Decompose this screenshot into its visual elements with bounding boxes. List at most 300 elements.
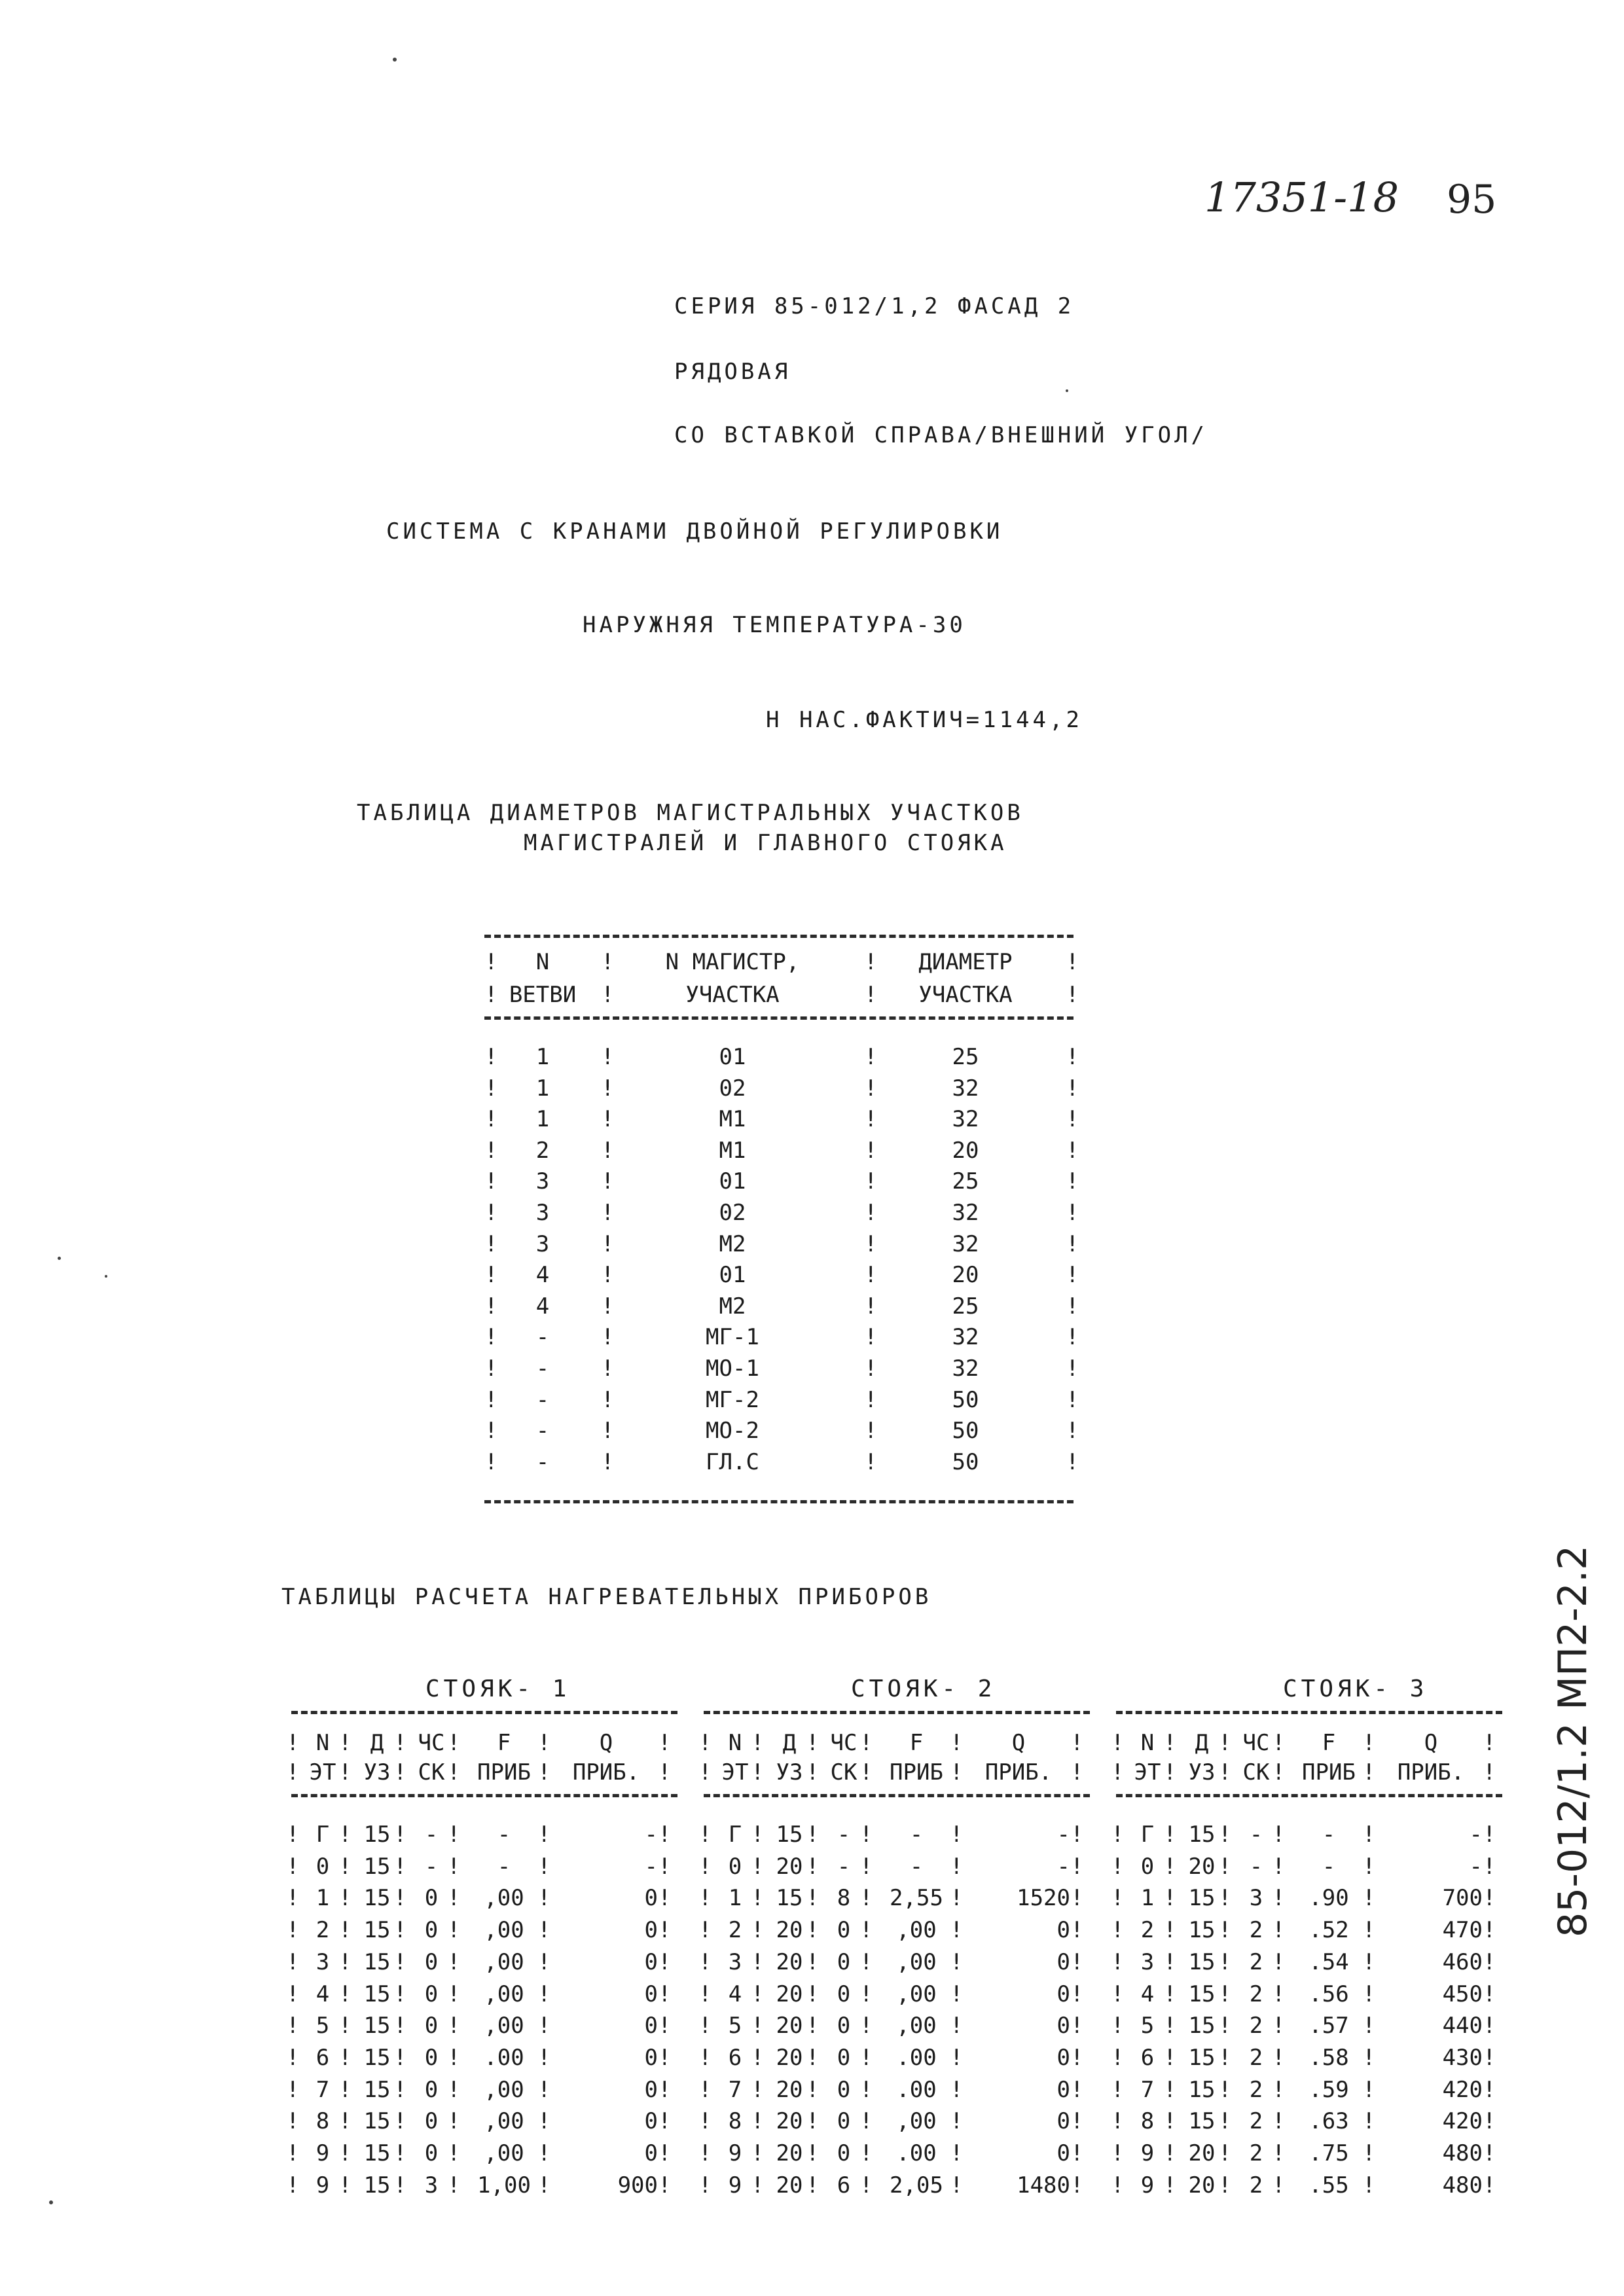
heater-header-line2: ПРИБ bbox=[477, 1759, 531, 1785]
column-separator: ! bbox=[537, 1981, 551, 2007]
heater-cell: 0 bbox=[837, 2044, 851, 2071]
column-separator: ! bbox=[658, 1730, 672, 1756]
column-separator: ! bbox=[864, 1448, 878, 1475]
diam-cell: 4 bbox=[535, 1262, 550, 1289]
heater-cell: ,00 bbox=[896, 1981, 937, 2007]
column-separator: ! bbox=[950, 2172, 964, 2198]
column-separator: ! bbox=[1111, 1759, 1125, 1785]
column-separator: ! bbox=[537, 2140, 551, 2166]
heater-cell: 2 bbox=[1249, 2076, 1263, 2103]
column-separator: ! bbox=[1111, 2140, 1125, 2166]
diam-cell: 50 bbox=[952, 1448, 979, 1475]
column-separator: ! bbox=[484, 1448, 498, 1475]
diam-cell: 2 bbox=[535, 1137, 550, 1164]
column-separator: ! bbox=[393, 2044, 407, 2071]
heater-cell: 2 bbox=[1249, 2108, 1263, 2135]
column-separator: ! bbox=[950, 1821, 964, 1848]
column-separator: ! bbox=[1163, 2108, 1177, 2135]
heater-header-line1: N bbox=[1140, 1730, 1155, 1756]
heater-header-line2: ПРИБ. bbox=[572, 1759, 640, 1785]
column-separator: ! bbox=[950, 1981, 964, 2007]
column-separator: ! bbox=[1272, 1885, 1286, 1912]
column-separator: ! bbox=[1218, 2108, 1232, 2135]
column-separator: ! bbox=[751, 1821, 765, 1848]
heater-cell: .00 bbox=[896, 2044, 937, 2071]
heater-cell: .57 bbox=[1308, 2013, 1349, 2039]
column-separator: ! bbox=[806, 1981, 820, 2007]
heater-cell: .55 bbox=[1308, 2172, 1349, 2198]
column-separator: ! bbox=[1218, 2140, 1232, 2166]
column-separator: ! bbox=[338, 1948, 352, 1975]
column-separator: ! bbox=[1111, 2172, 1125, 2198]
column-separator: ! bbox=[1070, 1981, 1084, 2007]
column-separator: ! bbox=[1272, 1981, 1286, 2007]
heater-cell: 0 bbox=[837, 2108, 851, 2135]
heater-cell: .75 bbox=[1308, 2140, 1349, 2166]
heater-header-line2: СК bbox=[830, 1759, 857, 1785]
column-separator: ! bbox=[484, 1168, 498, 1195]
heater-cell: 0 bbox=[424, 1948, 439, 1975]
heater-header-line2: ЭТ bbox=[1134, 1759, 1161, 1785]
column-separator: ! bbox=[286, 1981, 300, 2007]
heater-cell: 0 bbox=[837, 1917, 851, 1944]
column-separator: ! bbox=[751, 1853, 765, 1880]
heater-cell: 0 bbox=[1056, 2076, 1070, 2103]
heater-cell: 20 bbox=[776, 2172, 803, 2198]
heater-cell: 420 bbox=[1442, 2076, 1483, 2103]
system-line: СИСТЕМА С КРАНАМИ ДВОЙНОЙ РЕГУЛИРОВКИ bbox=[386, 518, 1003, 545]
heater-cell: 7 bbox=[316, 2076, 330, 2103]
heater-cell: 20 bbox=[776, 1981, 803, 2007]
column-separator: ! bbox=[537, 1885, 551, 1912]
column-separator: ! bbox=[1066, 1106, 1079, 1133]
diam-cell: 25 bbox=[952, 1044, 979, 1070]
heater-cell: ,00 bbox=[896, 1948, 937, 1975]
column-separator: ! bbox=[864, 1386, 878, 1413]
column-separator: ! bbox=[1163, 1885, 1177, 1912]
column-separator: ! bbox=[1066, 1386, 1079, 1413]
heater-cell: 15 bbox=[1188, 1948, 1216, 1975]
diam-cell: 32 bbox=[952, 1355, 979, 1382]
column-separator: ! bbox=[864, 1200, 878, 1226]
heater-cell: 0 bbox=[837, 2076, 851, 2103]
heater-cell: 0 bbox=[644, 2108, 658, 2135]
column-separator: ! bbox=[447, 1948, 461, 1975]
column-separator: ! bbox=[1218, 1885, 1232, 1912]
column-separator: ! bbox=[751, 1948, 765, 1975]
column-separator: ! bbox=[1163, 1821, 1177, 1848]
column-separator: ! bbox=[1218, 1981, 1232, 2007]
heater-cell: 20 bbox=[776, 1948, 803, 1975]
column-separator: ! bbox=[1483, 1885, 1496, 1912]
column-separator: ! bbox=[601, 1355, 615, 1382]
column-separator: ! bbox=[751, 2044, 765, 2071]
heater-cell: 470 bbox=[1442, 1917, 1483, 1944]
heater-cell: 0 bbox=[424, 2140, 439, 2166]
column-separator: ! bbox=[484, 982, 498, 1008]
heater-header-line2: СК bbox=[1242, 1759, 1270, 1785]
diam-cell: 1 bbox=[535, 1075, 550, 1102]
heater-cell: 15 bbox=[363, 2013, 391, 2039]
heater-cell: 440 bbox=[1442, 2013, 1483, 2039]
column-separator: ! bbox=[859, 1853, 873, 1880]
column-separator: ! bbox=[806, 2140, 820, 2166]
heater-cell: 0 bbox=[1056, 2108, 1070, 2135]
heater-cell: Г bbox=[1140, 1821, 1155, 1848]
table-rule bbox=[484, 1016, 1074, 1020]
column-separator: ! bbox=[601, 949, 615, 975]
column-separator: ! bbox=[447, 1821, 461, 1848]
column-separator: ! bbox=[1070, 2140, 1084, 2166]
column-separator: ! bbox=[859, 2108, 873, 2135]
diam-cell: 25 bbox=[952, 1168, 979, 1195]
heater-cell: 4 bbox=[316, 1981, 330, 2007]
table-rule bbox=[1116, 1794, 1502, 1797]
column-separator: ! bbox=[1066, 1448, 1079, 1475]
heater-cell: 2,05 bbox=[890, 2172, 943, 2198]
heater-cell: 1 bbox=[1140, 1885, 1155, 1912]
diam-cell: 01 bbox=[719, 1168, 746, 1195]
column-separator: ! bbox=[1066, 1293, 1079, 1319]
heater-cell: 7 bbox=[728, 2076, 742, 2103]
diam-cell: 02 bbox=[719, 1075, 746, 1102]
column-separator: ! bbox=[1070, 1948, 1084, 1975]
heater-cell: 7 bbox=[1140, 2076, 1155, 2103]
heater-cell: 15 bbox=[363, 2172, 391, 2198]
column-separator: ! bbox=[859, 1948, 873, 1975]
series-line: СЕРИЯ 85-012/1,2 ФАСАД 2 bbox=[674, 293, 1075, 319]
stoyak-title: СТОЯК- 2 bbox=[851, 1676, 996, 1702]
diam-cell: 32 bbox=[952, 1200, 979, 1226]
column-separator: ! bbox=[698, 1981, 712, 2007]
heater-cell: 8 bbox=[728, 2108, 742, 2135]
column-separator: ! bbox=[859, 1730, 873, 1756]
heater-cell: 0 bbox=[424, 1981, 439, 2007]
heater-cell: 2 bbox=[1249, 1917, 1263, 1944]
diam-header-line2: ВЕТВИ bbox=[509, 982, 577, 1008]
page-number: 95 bbox=[1447, 177, 1497, 223]
column-separator: ! bbox=[447, 2140, 461, 2166]
heater-header-line1: Д bbox=[782, 1730, 797, 1756]
column-separator: ! bbox=[286, 1948, 300, 1975]
column-separator: ! bbox=[658, 1853, 672, 1880]
heater-cell: 15 bbox=[363, 1917, 391, 1944]
heater-cell: 4 bbox=[1140, 1981, 1155, 2007]
column-separator: ! bbox=[601, 1418, 615, 1444]
heater-cell: ,00 bbox=[484, 1885, 524, 1912]
heater-cell: 15 bbox=[363, 2108, 391, 2135]
column-separator: ! bbox=[859, 1885, 873, 1912]
heater-cell: 20 bbox=[776, 2013, 803, 2039]
column-separator: ! bbox=[658, 1981, 672, 2007]
column-separator: ! bbox=[806, 2172, 820, 2198]
column-separator: ! bbox=[950, 1885, 964, 1912]
heater-cell: ,00 bbox=[484, 2140, 524, 2166]
heater-cell: 15 bbox=[363, 1853, 391, 1880]
column-separator: ! bbox=[601, 1075, 615, 1102]
column-separator: ! bbox=[859, 1759, 873, 1785]
column-separator: ! bbox=[1066, 1168, 1079, 1195]
column-separator: ! bbox=[950, 1948, 964, 1975]
column-separator: ! bbox=[393, 2076, 407, 2103]
column-separator: ! bbox=[1483, 1853, 1496, 1880]
column-separator: ! bbox=[1483, 1821, 1496, 1848]
column-separator: ! bbox=[338, 1981, 352, 2007]
heater-cell: 3 bbox=[728, 1948, 742, 1975]
column-separator: ! bbox=[1066, 1418, 1079, 1444]
column-separator: ! bbox=[751, 1917, 765, 1944]
column-separator: ! bbox=[601, 1106, 615, 1133]
column-separator: ! bbox=[1111, 2108, 1125, 2135]
diam-cell: МГ-1 bbox=[706, 1324, 759, 1351]
heater-cell: 0 bbox=[728, 1853, 742, 1880]
column-separator: ! bbox=[1218, 2013, 1232, 2039]
heater-header-line1: Д bbox=[370, 1730, 384, 1756]
heater-cell: 9 bbox=[316, 2140, 330, 2166]
diam-cell: 3 bbox=[535, 1230, 550, 1257]
heater-cell: 15 bbox=[776, 1821, 803, 1848]
heater-cell: 15 bbox=[1188, 2108, 1216, 2135]
heater-header-line1: F bbox=[909, 1730, 924, 1756]
column-separator: ! bbox=[601, 1293, 615, 1319]
column-separator: ! bbox=[286, 1821, 300, 1848]
column-separator: ! bbox=[1362, 2076, 1376, 2103]
column-separator: ! bbox=[1362, 1981, 1376, 2007]
heater-cell: ,00 bbox=[896, 2108, 937, 2135]
column-separator: ! bbox=[1218, 1730, 1232, 1756]
column-separator: ! bbox=[950, 1759, 964, 1785]
column-separator: ! bbox=[1163, 1981, 1177, 2007]
heater-cell: 15 bbox=[363, 1885, 391, 1912]
heater-cell: 1 bbox=[316, 1885, 330, 1912]
column-separator: ! bbox=[1218, 2172, 1232, 2198]
table-rule bbox=[704, 1711, 1090, 1714]
heater-header-line2: ПРИБ bbox=[1302, 1759, 1356, 1785]
column-separator: ! bbox=[1272, 2172, 1286, 2198]
heater-cell: 15 bbox=[363, 1821, 391, 1848]
column-separator: ! bbox=[751, 1730, 765, 1756]
column-separator: ! bbox=[1070, 1885, 1084, 1912]
heater-header-line1: Q bbox=[1011, 1730, 1026, 1756]
heater-cell: 0 bbox=[1056, 1917, 1070, 1944]
diam-header-line1: N bbox=[535, 949, 550, 975]
column-separator: ! bbox=[1070, 2108, 1084, 2135]
column-separator: ! bbox=[1163, 1917, 1177, 1944]
table-rule bbox=[484, 935, 1074, 938]
temperature-line: НАРУЖНЯЯ ТЕМПЕРАТУРА-30 bbox=[583, 612, 966, 638]
column-separator: ! bbox=[1272, 2044, 1286, 2071]
side-stamp: 85-012/1.2 МП2-2.2 bbox=[1550, 1545, 1596, 1937]
column-separator: ! bbox=[658, 2172, 672, 2198]
heater-header-line1: Q bbox=[599, 1730, 613, 1756]
column-separator: ! bbox=[751, 1759, 765, 1785]
heater-cell: 0 bbox=[424, 2076, 439, 2103]
heater-cell: - bbox=[837, 1821, 851, 1848]
column-separator: ! bbox=[537, 2044, 551, 2071]
column-separator: ! bbox=[950, 2108, 964, 2135]
heater-cell: 2 bbox=[1249, 1981, 1263, 2007]
column-separator: ! bbox=[393, 1948, 407, 1975]
print-speck bbox=[393, 58, 397, 62]
stoyak-title: СТОЯК- 1 bbox=[425, 1676, 571, 1702]
heater-cell: 430 bbox=[1442, 2044, 1483, 2071]
column-separator: ! bbox=[1218, 1821, 1232, 1848]
column-separator: ! bbox=[484, 1044, 498, 1070]
heater-cell: 2 bbox=[1249, 2044, 1263, 2071]
column-separator: ! bbox=[1111, 1730, 1125, 1756]
heater-cell: 9 bbox=[1140, 2140, 1155, 2166]
heater-cell: 480 bbox=[1442, 2140, 1483, 2166]
column-separator: ! bbox=[864, 1075, 878, 1102]
column-separator: ! bbox=[1163, 2140, 1177, 2166]
column-separator: ! bbox=[447, 1759, 461, 1785]
column-separator: ! bbox=[1066, 1200, 1079, 1226]
column-separator: ! bbox=[1066, 1075, 1079, 1102]
column-separator: ! bbox=[1362, 2140, 1376, 2166]
column-separator: ! bbox=[751, 2013, 765, 2039]
heater-cell: - bbox=[644, 1821, 658, 1848]
column-separator: ! bbox=[393, 2013, 407, 2039]
column-separator: ! bbox=[1111, 1917, 1125, 1944]
heater-cell: .90 bbox=[1308, 1885, 1349, 1912]
diam-cell: 32 bbox=[952, 1230, 979, 1257]
column-separator: ! bbox=[1066, 1262, 1079, 1289]
column-separator: ! bbox=[1218, 1759, 1232, 1785]
column-separator: ! bbox=[806, 1917, 820, 1944]
column-separator: ! bbox=[1111, 1981, 1125, 2007]
heater-cell: - bbox=[909, 1821, 924, 1848]
column-separator: ! bbox=[751, 2076, 765, 2103]
column-separator: ! bbox=[537, 2013, 551, 2039]
column-separator: ! bbox=[658, 2140, 672, 2166]
heater-cell: - bbox=[1322, 1853, 1336, 1880]
heater-cell: 0 bbox=[424, 1917, 439, 1944]
column-separator: ! bbox=[601, 1262, 615, 1289]
column-separator: ! bbox=[338, 2172, 352, 2198]
heater-header-line1: N bbox=[728, 1730, 742, 1756]
diam-table-title-2: МАГИСТРАЛЕЙ И ГЛАВНОГО СТОЯКА bbox=[524, 830, 1007, 856]
column-separator: ! bbox=[1272, 2013, 1286, 2039]
heater-cell: 0 bbox=[644, 1917, 658, 1944]
column-separator: ! bbox=[859, 2172, 873, 2198]
diam-header-line1: ДИАМЕТР bbox=[918, 949, 1013, 975]
heater-cell: 0 bbox=[644, 2013, 658, 2039]
column-separator: ! bbox=[338, 1759, 352, 1785]
column-separator: ! bbox=[1483, 1917, 1496, 1944]
heater-cell: 0 bbox=[1056, 1948, 1070, 1975]
stoyak-title: СТОЯК- 3 bbox=[1283, 1676, 1428, 1702]
heater-cell: 15 bbox=[1188, 2013, 1216, 2039]
column-separator: ! bbox=[1483, 1948, 1496, 1975]
heater-cell: 6 bbox=[316, 2044, 330, 2071]
heater-header-line2: УЗ bbox=[776, 1759, 803, 1785]
column-separator: ! bbox=[859, 1981, 873, 2007]
column-separator: ! bbox=[601, 1324, 615, 1351]
diam-cell: 1 bbox=[535, 1044, 550, 1070]
column-separator: ! bbox=[601, 982, 615, 1008]
column-separator: ! bbox=[484, 1200, 498, 1226]
heater-cell: - bbox=[1469, 1821, 1483, 1848]
column-separator: ! bbox=[698, 2108, 712, 2135]
print-speck bbox=[49, 2200, 53, 2204]
heater-cell: 5 bbox=[316, 2013, 330, 2039]
heater-cell: .00 bbox=[896, 2140, 937, 2166]
column-separator: ! bbox=[864, 1418, 878, 1444]
heater-cell: 5 bbox=[728, 2013, 742, 2039]
diam-cell: МГ-2 bbox=[706, 1386, 759, 1413]
heater-cell: 1480 bbox=[1017, 2172, 1070, 2198]
column-separator: ! bbox=[698, 2013, 712, 2039]
table-rule bbox=[291, 1794, 677, 1797]
column-separator: ! bbox=[1070, 2044, 1084, 2071]
column-separator: ! bbox=[806, 2044, 820, 2071]
column-separator: ! bbox=[537, 1821, 551, 1848]
diam-cell: М1 bbox=[719, 1106, 746, 1133]
column-separator: ! bbox=[1272, 1730, 1286, 1756]
heater-cell: 20 bbox=[776, 2044, 803, 2071]
column-separator: ! bbox=[537, 1759, 551, 1785]
column-separator: ! bbox=[864, 1355, 878, 1382]
column-separator: ! bbox=[806, 2013, 820, 2039]
column-separator: ! bbox=[806, 1853, 820, 1880]
heater-cell: - bbox=[1249, 1821, 1263, 1848]
column-separator: ! bbox=[950, 1853, 964, 1880]
column-separator: ! bbox=[658, 2076, 672, 2103]
column-separator: ! bbox=[698, 1917, 712, 1944]
heater-header-line1: F bbox=[497, 1730, 511, 1756]
column-separator: ! bbox=[698, 2140, 712, 2166]
column-separator: ! bbox=[1483, 2140, 1496, 2166]
heater-cell: Г bbox=[728, 1821, 742, 1848]
diam-cell: 20 bbox=[952, 1262, 979, 1289]
diam-cell: - bbox=[535, 1448, 550, 1475]
diam-cell: 4 bbox=[535, 1293, 550, 1319]
column-separator: ! bbox=[751, 2172, 765, 2198]
table-rule bbox=[1116, 1711, 1502, 1714]
column-separator: ! bbox=[393, 2140, 407, 2166]
heater-cell: 15 bbox=[363, 1948, 391, 1975]
heater-cell: 0 bbox=[837, 1948, 851, 1975]
heater-header-line2: ЭТ bbox=[309, 1759, 336, 1785]
heater-cell: 0 bbox=[1140, 1853, 1155, 1880]
column-separator: ! bbox=[338, 2044, 352, 2071]
column-separator: ! bbox=[537, 1948, 551, 1975]
heater-cell: 15 bbox=[1188, 2076, 1216, 2103]
column-separator: ! bbox=[806, 1730, 820, 1756]
column-separator: ! bbox=[1163, 1853, 1177, 1880]
heater-cell: 8 bbox=[1140, 2108, 1155, 2135]
column-separator: ! bbox=[1070, 1821, 1084, 1848]
heater-cell: - bbox=[1469, 1853, 1483, 1880]
column-separator: ! bbox=[1362, 2172, 1376, 2198]
heater-header-line1: ЧС bbox=[1242, 1730, 1270, 1756]
column-separator: ! bbox=[698, 1821, 712, 1848]
heater-cell: 0 bbox=[424, 1885, 439, 1912]
column-separator: ! bbox=[286, 1917, 300, 1944]
column-separator: ! bbox=[864, 1230, 878, 1257]
diam-cell: - bbox=[535, 1355, 550, 1382]
heater-cell: 15 bbox=[1188, 1821, 1216, 1848]
column-separator: ! bbox=[447, 2172, 461, 2198]
heater-cell: .54 bbox=[1308, 1948, 1349, 1975]
heater-header-line2: ПРИБ. bbox=[1397, 1759, 1465, 1785]
heater-cell: 9 bbox=[728, 2172, 742, 2198]
heater-cell: 0 bbox=[644, 1885, 658, 1912]
heater-header-line2: СК bbox=[418, 1759, 445, 1785]
diam-table-title-1: ТАБЛИЦА ДИАМЕТРОВ МАГИСТРАЛЬНЫХ УЧАСТКОВ bbox=[357, 800, 1024, 826]
column-separator: ! bbox=[447, 2013, 461, 2039]
diam-cell: - bbox=[535, 1418, 550, 1444]
